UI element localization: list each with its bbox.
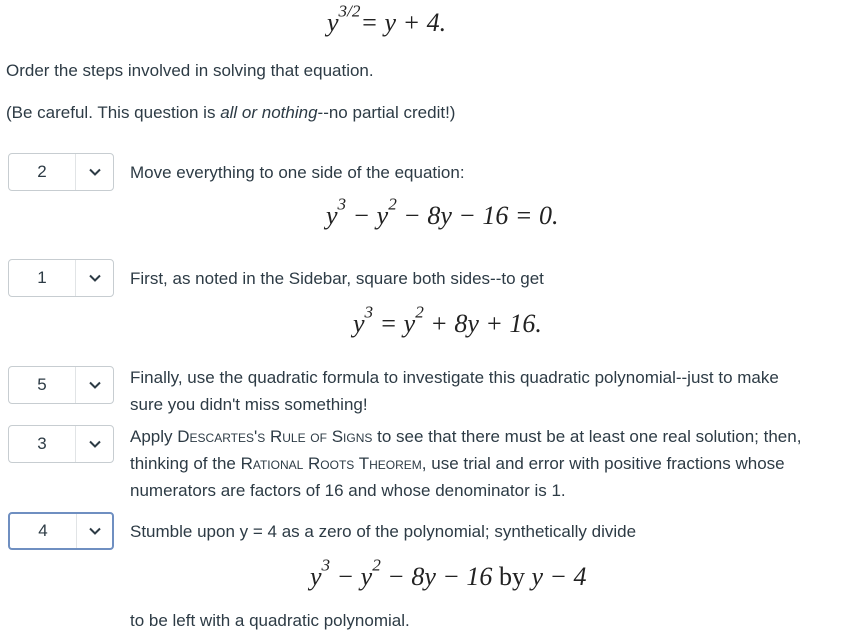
step-order-select[interactable]: [8, 425, 114, 463]
theorem-name: Rational Roots Theorem: [240, 454, 422, 473]
step-text: to be left with a quadratic polynomial.: [130, 611, 410, 630]
step-order-select[interactable]: [8, 259, 114, 297]
chevron-down-icon[interactable]: [76, 514, 112, 548]
step-equation: $y^3 - y^2 - 8y - 16 = 0$.: [326, 194, 559, 230]
step-order-select[interactable]: [8, 366, 114, 404]
selected-value: 2: [37, 162, 47, 181]
step-order-select[interactable]: [8, 153, 114, 191]
step-equation: $y^3 - y^2 - 8y - 16$ by y − 4: [310, 555, 587, 591]
step-text: Finally, use the quadratic formula to investigate this quadratic polynomial--just to make sure you didn't miss something!: [130, 368, 779, 414]
chevron-down-icon[interactable]: [75, 426, 113, 462]
chevron-down-icon[interactable]: [75, 367, 113, 403]
step-equation: $y^3 = y^2 + 8y + 16$.: [353, 302, 542, 338]
selected-value: 1: [37, 268, 47, 287]
main-equation: $y^{3/2}= y + 4$.: [327, 1, 447, 37]
main-equation-rhs: = y + 4.: [360, 8, 447, 37]
chevron-down-icon[interactable]: [75, 260, 113, 296]
warning-note: (Be careful. This question is all or nothing--no partial credit!): [6, 103, 456, 122]
step-text: Stumble upon y = 4 as a zero of the polynomial; synthetically divide: [130, 522, 637, 541]
instruction-text: Order the steps involved in solving that equation.: [6, 61, 374, 80]
theorem-name: Descartes's Rule of Signs: [177, 427, 373, 446]
step-text: Apply Descartes's Rule of Signs to see that there must be at least one real solution; then, thinking of the Rational Roots Theorem, use trial and error with positive fractions whose numerators are factors of 16 and whose denominator is 1.: [130, 427, 802, 500]
step-text: Move everything to one side of the equation:: [130, 163, 465, 182]
selected-value: 3: [37, 434, 47, 453]
selected-value: 5: [37, 375, 47, 394]
step-text: First, as noted in the Sidebar, square both sides--to get: [130, 269, 544, 288]
inline-math: y = 4: [239, 522, 277, 541]
chevron-down-icon[interactable]: [75, 154, 113, 190]
step-order-select[interactable]: [8, 512, 114, 550]
selected-value: 4: [38, 521, 48, 540]
